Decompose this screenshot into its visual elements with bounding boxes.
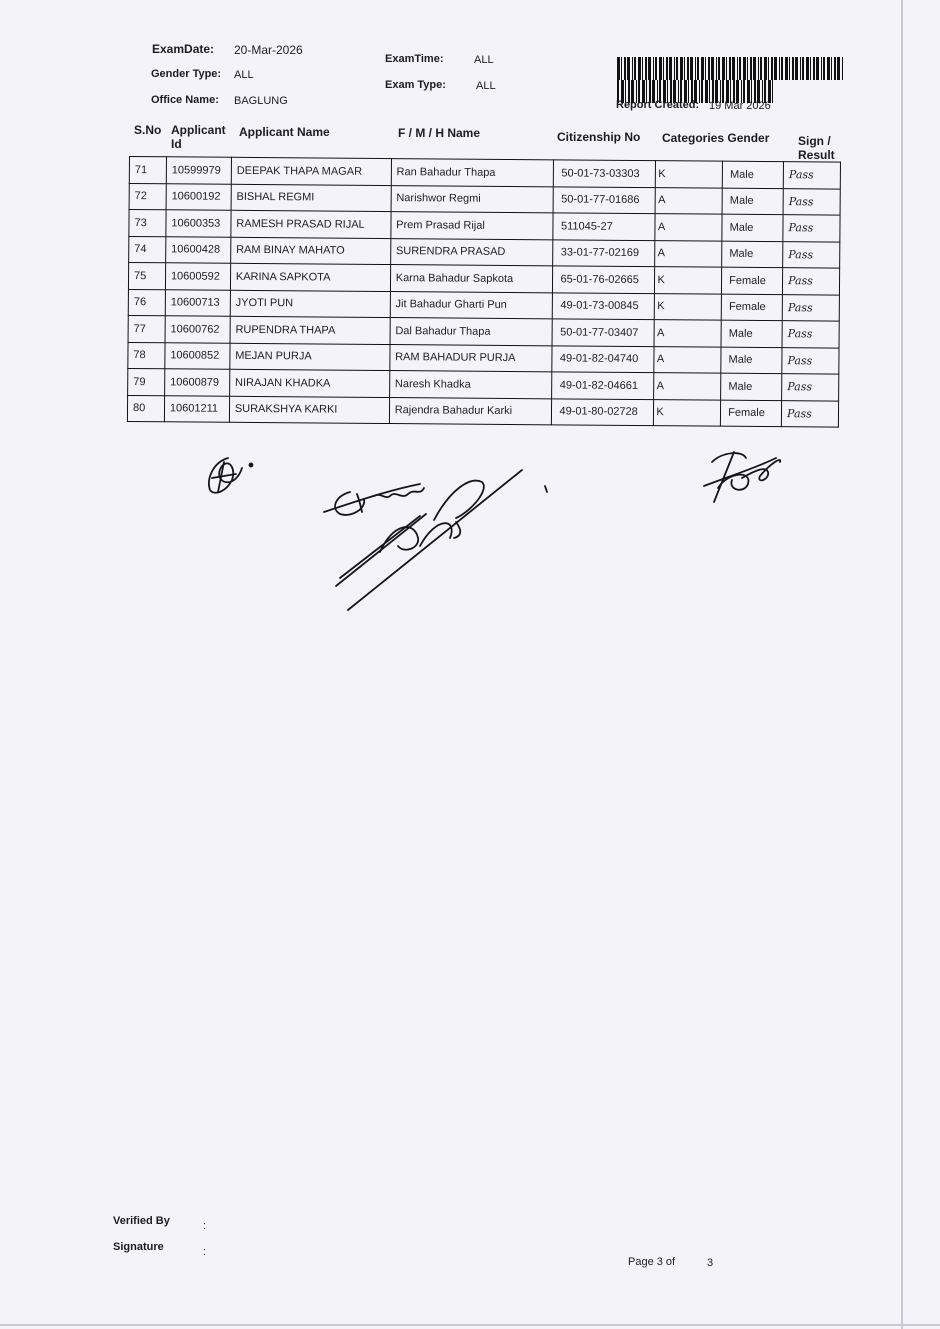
signature-center <box>324 470 547 610</box>
category-cell: K <box>655 267 722 294</box>
office-name-value: BAGLUNG <box>234 95 288 107</box>
category-cell: A <box>656 187 723 214</box>
gender-cell: Male <box>721 373 782 400</box>
col-header-sign-result: Sign / Result <box>798 134 835 162</box>
col-header-applicant-id: Applicant Id <box>171 123 226 151</box>
gender-cell: Male <box>722 188 783 215</box>
table-row <box>127 395 838 427</box>
verified-by-label: Verified By <box>113 1215 170 1227</box>
col-header-citizenship-no: Citizenship No <box>557 130 641 144</box>
gender-cell: Female <box>722 267 783 294</box>
citizenship-cell: 33-01-77-02169 <box>552 239 655 266</box>
applicant-name-cell: DEEPAK THAPA MAGAR <box>231 157 391 185</box>
fmh-name-cell: Rajendra Bahadur Karki <box>389 397 551 425</box>
exam-type-label: Exam Type: <box>385 79 446 91</box>
report-created-label: Report Created: <box>616 99 700 111</box>
col-header-applicant-name: Applicant Name <box>239 125 330 139</box>
sno-cell: 80 <box>127 395 164 422</box>
exam-time-value: ALL <box>474 54 494 66</box>
result-cell: Pass <box>783 162 840 189</box>
result-cell: Pass <box>781 400 838 427</box>
sno-cell: 78 <box>128 342 165 369</box>
gender-type-value: ALL <box>234 69 254 81</box>
gender-cell: Male <box>721 347 782 374</box>
signature-right <box>704 452 780 502</box>
applicant-name-cell: JYOTI PUN <box>230 290 390 318</box>
exam-date-label: ExamDate: <box>152 42 215 56</box>
result-cell: Pass <box>782 321 839 348</box>
applicant-id-cell: 10600428 <box>166 236 231 263</box>
applicant-id-cell: 10600192 <box>166 183 231 210</box>
sno-cell: 74 <box>129 236 166 263</box>
gender-cell: Female <box>721 294 782 321</box>
category-cell: A <box>654 320 721 347</box>
sno-cell: 75 <box>128 263 165 290</box>
sno-cell: 71 <box>129 157 166 184</box>
result-cell: Pass <box>783 241 840 268</box>
exam-time-label: ExamTime: <box>385 53 444 65</box>
page-label: Page 3 of <box>628 1256 676 1268</box>
citizenship-cell: 50-01-77-03407 <box>552 319 655 346</box>
result-cell: Pass <box>782 268 839 295</box>
citizenship-cell: 49-01-82-04661 <box>551 372 654 399</box>
col-header-categories-gender: Categories Gender <box>662 131 770 145</box>
applicant-name-cell: SURAKSHYA KARKI <box>229 396 389 424</box>
fmh-name-cell: Naresh Khadka <box>389 371 551 399</box>
applicant-id-cell: 10600879 <box>165 369 230 396</box>
applicant-name-cell: MEJAN PURJA <box>230 343 390 371</box>
fmh-name-cell: Jit Bahadur Gharti Pun <box>390 291 552 319</box>
citizenship-cell: 65-01-76-02665 <box>552 266 655 293</box>
barcode <box>617 57 845 80</box>
citizenship-cell: 49-01-80-02728 <box>551 398 654 425</box>
gender-cell: Female <box>721 400 782 427</box>
applicant-id-cell: 10599979 <box>166 157 231 184</box>
citizenship-cell: 50-01-77-01686 <box>553 186 656 213</box>
result-cell: Pass <box>783 188 840 215</box>
signature-label: Signature <box>113 1241 164 1253</box>
verified-by-colon: : <box>203 1220 207 1232</box>
col-header-sno: S.No <box>134 123 162 137</box>
exam-type-value: ALL <box>476 80 496 92</box>
category-cell: A <box>655 214 722 241</box>
office-name-label: Office Name: <box>151 94 219 106</box>
category-cell: K <box>655 293 722 320</box>
category-cell: A <box>654 373 721 400</box>
result-cell: Pass <box>782 374 839 401</box>
applicant-name-cell: RAM BINAY MAHATO <box>231 237 391 265</box>
category-cell: K <box>654 399 721 426</box>
sno-cell: 76 <box>128 289 165 316</box>
applicant-id-cell: 10600762 <box>165 316 230 343</box>
fmh-name-cell: SURENDRA PRASAD <box>390 238 552 266</box>
citizenship-cell: 50-01-73-03303 <box>553 160 656 187</box>
citizenship-cell: 511045-27 <box>552 213 655 240</box>
col-header-fmh-name: F / M / H Name <box>398 126 481 140</box>
applicant-name-cell: RAMESH PRASAD RIJAL <box>231 210 391 238</box>
fmh-name-cell: Prem Prasad Rijal <box>391 212 553 240</box>
applicant-name-cell: RUPENDRA THAPA <box>230 316 390 344</box>
fmh-name-cell: Karna Bahadur Sapkota <box>390 265 552 293</box>
scan-edge-bottom <box>0 1324 940 1326</box>
scan-edge-right <box>901 0 903 1329</box>
page-total: 3 <box>707 1257 714 1269</box>
citizenship-cell: 49-01-82-04740 <box>551 345 654 372</box>
sno-cell: 79 <box>128 368 165 395</box>
sno-cell: 77 <box>128 315 165 342</box>
applicant-table <box>127 156 841 428</box>
category-cell: K <box>656 161 723 188</box>
applicant-id-cell: 10600592 <box>165 263 230 290</box>
applicant-id-cell: 10600713 <box>165 289 230 316</box>
result-cell: Pass <box>782 294 839 321</box>
applicant-name-cell: BISHAL REGMI <box>231 184 391 212</box>
gender-cell: Male <box>722 214 783 241</box>
category-cell: A <box>654 346 721 373</box>
fmh-name-cell: Ran Bahadur Thapa <box>391 159 553 187</box>
signature-colon: : <box>203 1246 207 1258</box>
applicant-id-cell: 10601211 <box>164 395 229 422</box>
sno-cell: 73 <box>129 210 166 237</box>
signature-left <box>209 458 253 493</box>
gender-cell: Male <box>722 161 783 188</box>
applicant-name-cell: NIRAJAN KHADKA <box>229 369 389 397</box>
result-cell: Pass <box>782 347 839 374</box>
sno-cell: 72 <box>129 183 166 210</box>
category-cell: A <box>655 240 722 267</box>
citizenship-cell: 49-01-73-00845 <box>552 292 655 319</box>
fmh-name-cell: Narishwor Regmi <box>391 185 553 213</box>
applicant-name-cell: KARINA SAPKOTA <box>230 263 390 291</box>
exam-date-value: 20-Mar-2026 <box>234 43 303 57</box>
gender-cell: Male <box>721 320 782 347</box>
result-cell: Pass <box>783 215 840 242</box>
gender-cell: Male <box>722 241 783 268</box>
report-created-value: 19 Mar 2026 <box>709 100 771 112</box>
applicant-id-cell: 10600353 <box>166 210 231 237</box>
applicant-id-cell: 10600852 <box>165 342 230 369</box>
fmh-name-cell: Dal Bahadur Thapa <box>390 318 552 346</box>
gender-type-label: Gender Type: <box>151 68 222 80</box>
fmh-name-cell: RAM BAHADUR PURJA <box>390 344 552 372</box>
